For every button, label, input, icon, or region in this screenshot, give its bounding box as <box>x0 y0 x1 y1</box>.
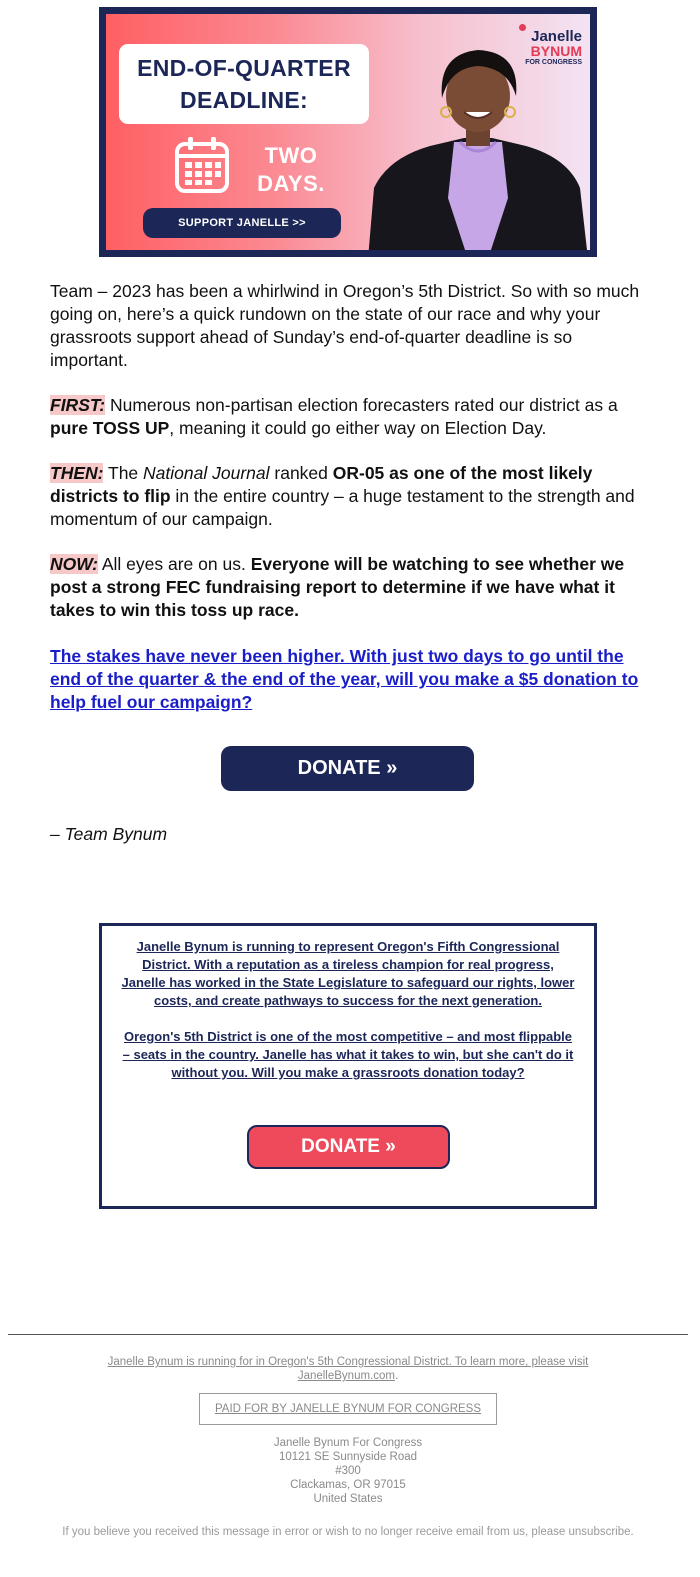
intro-paragraph: Team – 2023 has been a whirlwind in Oregon’s 5th District. So with so much going on, here’s a quick rundown on the state of our race and why your grassroots support ahead of Sunday’s end-of-quarter deadline is so important. <box>50 281 640 370</box>
hero-banner-inner <box>106 14 590 250</box>
two-days-text <box>241 142 341 198</box>
campaign-logo <box>512 30 582 67</box>
then-label: THEN: <box>50 463 104 483</box>
donate-button[interactable]: DONATE » <box>221 746 474 791</box>
first-label: FIRST: <box>50 395 106 415</box>
bio-box <box>99 923 597 1209</box>
address-line: Clackamas, OR 97015 <box>290 1479 406 1491</box>
candidate-photo <box>368 38 588 250</box>
first-text-a: Numerous non-partisan election forecasters rated our district as a <box>105 395 618 415</box>
first-text-b: , meaning it could go either way on Election Day. <box>169 418 547 438</box>
bio-paragraph-1[interactable]: Janelle Bynum is running to represent Oregon's Fifth Congressional District. With a reputation as a tireless champion for real progress, Janelle has worked in the State Legislature to safeguard our rights, lower costs, and create pathways to success for the next generation. <box>121 939 575 1008</box>
deadline-line-1: END-OF-QUARTER <box>137 55 351 81</box>
donation-link-paragraph <box>50 645 650 714</box>
donation-link[interactable]: The stakes have never been higher. With just two days to go until the end of the quarter & the end of the year, will you make a $5 donation to help fuel our campaign? <box>50 646 639 712</box>
logo-tagline: FOR CONGRESS <box>525 59 582 66</box>
paid-for-disclaimer[interactable]: PAID FOR BY JANELLE BYNUM FOR CONGRESS <box>199 1393 497 1425</box>
then-text-c: in the entire country – a huge testament to the strength and momentum of our campaign. <box>50 486 635 529</box>
mailing-address <box>200 1436 496 1506</box>
address-line: Janelle Bynum For Congress <box>273 1437 423 1449</box>
now-text: All eyes are on us. <box>97 554 251 574</box>
first-bold: pure TOSS UP <box>50 418 170 438</box>
days-word: DAYS. <box>257 171 325 196</box>
then-paragraph <box>50 462 650 531</box>
signature: – Team Bynum <box>50 824 168 844</box>
then-text-b: ranked <box>269 463 333 483</box>
bio-donate-button[interactable]: DONATE » <box>247 1125 450 1169</box>
now-label: NOW: <box>50 554 98 574</box>
two-word: TWO <box>264 143 318 168</box>
deadline-line-2: DEADLINE: <box>180 87 308 113</box>
unsubscribe-note[interactable]: If you believe you received this message in error or wish to no longer receive email from us, please unsubscribe. <box>62 1526 634 1538</box>
bio-paragraph-2[interactable]: Oregon's 5th District is one of the most competitive – and most flippable – seats in the country. Janelle has what it takes to win, but she can't do it without you. Will you make a grassroots donation today? <box>122 1029 574 1080</box>
first-paragraph <box>50 394 650 440</box>
hero-banner[interactable] <box>99 7 597 257</box>
logo-last-name: BYNUM <box>530 43 582 59</box>
deadline-card <box>119 44 369 124</box>
address-line: 10121 SE Sunnyside Road <box>278 1451 418 1463</box>
logo-dot-icon <box>519 24 526 31</box>
then-bold: OR-05 as one of the most likely districts to flip <box>50 463 593 506</box>
footer-site-link[interactable]: JanelleBynum.com <box>297 1370 395 1382</box>
footer-note-end: . <box>394 1370 399 1382</box>
now-bold: Everyone will be watching to see whether we post a strong FEC fundraising report to determine if we have what it takes to win this toss up race. <box>50 554 625 620</box>
address-line: United States <box>313 1493 383 1505</box>
footer-note <box>100 1355 596 1383</box>
calendar-icon <box>174 136 230 194</box>
footer-note-text[interactable]: Janelle Bynum is running for in Oregon's 5th Congressional District. To learn more, please visit <box>107 1356 589 1368</box>
logo-first-name: Janelle <box>531 28 582 45</box>
now-paragraph <box>50 553 650 622</box>
footer-divider <box>8 1334 688 1335</box>
then-text-a: The <box>103 463 144 483</box>
then-italic: National Journal <box>143 463 270 483</box>
address-line: #300 <box>335 1465 361 1477</box>
support-janelle-button[interactable]: SUPPORT JANELLE >> <box>143 208 341 238</box>
